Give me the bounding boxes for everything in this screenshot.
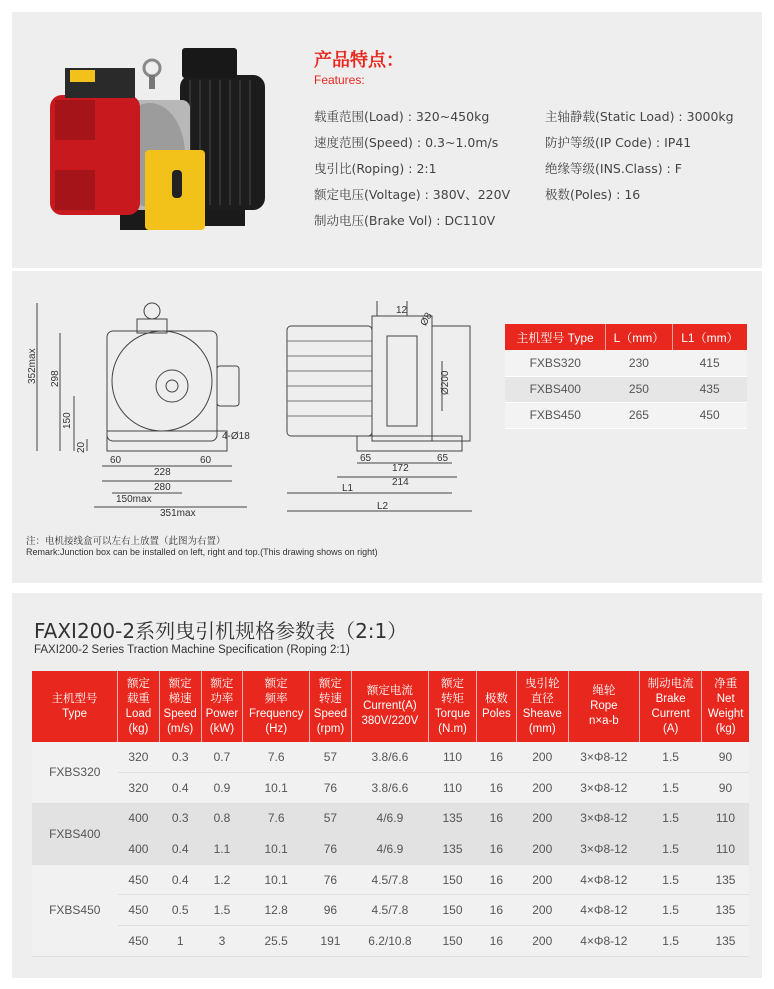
header-line: Poles <box>481 707 511 720</box>
cell: 7.6 <box>243 803 310 834</box>
cell: 135 <box>702 895 749 926</box>
header-line: 曳引轮 <box>525 677 560 690</box>
cell: 250 <box>606 376 673 402</box>
cell: 1.5 <box>639 773 702 804</box>
spec-header-9 <box>516 671 568 742</box>
cell: 3.8/6.6 <box>351 742 428 773</box>
cell: 0.8 <box>201 803 243 834</box>
cell: 200 <box>516 926 568 957</box>
cell: 200 <box>516 803 568 834</box>
spec-table-subtitle: FAXI200-2 Series Traction Machine Specification (Roping 2:1) <box>34 644 350 656</box>
cell: 4×Φ8-12 <box>568 864 639 895</box>
header-line: Torque <box>434 707 471 720</box>
header-line: Power <box>205 707 239 720</box>
cell: 16 <box>477 773 517 804</box>
header-line: 载重 <box>126 692 150 705</box>
header-line: 380V/220V <box>361 715 419 727</box>
cell: 450 <box>672 402 747 428</box>
cell: 76 <box>310 834 352 865</box>
cell: 135 <box>429 834 477 865</box>
header-line: 净重 <box>714 677 738 690</box>
cell: 1.1 <box>201 834 243 865</box>
features-subtitle: Features: <box>314 73 365 87</box>
cell: 4.5/7.8 <box>351 864 428 895</box>
cell: 200 <box>516 864 568 895</box>
header-line: 额定电流 <box>366 685 413 697</box>
header-line: 额定 <box>264 677 288 690</box>
cell: FXBS400 <box>505 376 606 402</box>
header-line: (kg) <box>128 722 149 735</box>
header-line: (kW) <box>209 722 235 735</box>
cell: 110 <box>702 803 749 834</box>
dim-214: 214 <box>392 477 409 488</box>
cell: 3×Φ8-12 <box>568 803 639 834</box>
technical-drawing <box>12 271 502 533</box>
dim-60-right: 60 <box>200 455 212 466</box>
spec-load: 载重范围(Load) : 320~450kg <box>314 109 490 124</box>
cell: 150 <box>429 926 477 957</box>
cell: 1.5 <box>639 864 702 895</box>
header-line: 转矩 <box>441 692 465 705</box>
cell: 10.1 <box>243 834 310 865</box>
dim-150max: 150max <box>116 494 152 505</box>
cell: 0.9 <box>201 773 243 804</box>
cell: 1.5 <box>639 895 702 926</box>
cell: 191 <box>310 926 352 957</box>
spec-header-2 <box>159 671 201 742</box>
table-row <box>505 376 747 402</box>
spec-poles: 极数(Poles) : 16 <box>545 187 641 202</box>
table-row <box>505 402 747 428</box>
cell: 200 <box>516 895 568 926</box>
spec-header-11 <box>639 671 702 742</box>
dim-holes: 4-Ø18 <box>222 431 250 442</box>
junction-note-en: Remark:Junction box can be installed on left, right and top.(This drawing shows on right) <box>26 547 378 557</box>
header-line: 直径 <box>530 692 554 705</box>
cell: 76 <box>310 864 352 895</box>
header-line: Type <box>62 707 87 720</box>
spec-header-5 <box>310 671 352 742</box>
cell: 0.4 <box>159 773 201 804</box>
cell: 57 <box>310 742 352 773</box>
header-line: Speed <box>313 707 348 720</box>
cell: 0.4 <box>159 864 201 895</box>
cell: 0.3 <box>159 803 201 834</box>
dim-60-left: 60 <box>110 455 122 466</box>
cell: 16 <box>477 742 517 773</box>
cell: 1.5 <box>201 895 243 926</box>
table-row <box>32 742 749 773</box>
cell: 7.6 <box>243 742 310 773</box>
header-line: (rpm) <box>316 722 345 735</box>
header-line: 梯速 <box>168 692 192 705</box>
cell: 76 <box>310 773 352 804</box>
cell: 1.5 <box>639 803 702 834</box>
table-row <box>32 803 749 834</box>
cell: 135 <box>702 864 749 895</box>
dim-l1: L1 <box>342 483 354 494</box>
cell: 16 <box>477 803 517 834</box>
cell: 3×Φ8-12 <box>568 773 639 804</box>
cell: 90 <box>702 742 749 773</box>
header-line: n×a-b <box>588 715 619 727</box>
table-row <box>32 864 749 895</box>
spec-ins-class: 绝缘等级(INS.Class) : F <box>545 161 682 176</box>
spec-header-12 <box>702 671 749 742</box>
cell: 400 <box>118 803 160 834</box>
spec-ip-code: 防护等级(IP Code) : IP41 <box>545 135 692 150</box>
cell: 6.2/10.8 <box>351 926 428 957</box>
header-line: Weight <box>707 707 744 720</box>
header-line: Speed <box>163 707 197 720</box>
cell: 16 <box>477 834 517 865</box>
dimension-table <box>505 324 747 429</box>
dim-352max: 352max <box>27 348 38 384</box>
spec-panel <box>12 593 762 978</box>
cell: 1 <box>159 926 201 957</box>
dim-header-type: 主机型号 Type <box>505 324 606 350</box>
spec-header-1 <box>118 671 160 742</box>
header-line: (A) <box>662 722 679 735</box>
header-line: 额定 <box>126 677 150 690</box>
header-line: 额定 <box>441 677 465 690</box>
cell: 110 <box>429 742 477 773</box>
dim-12: 12 <box>396 305 408 316</box>
header-line: 制动电流 <box>647 677 694 690</box>
cell: 10.1 <box>243 773 310 804</box>
cell: 200 <box>516 742 568 773</box>
cell: 1.5 <box>639 742 702 773</box>
cell: 0.5 <box>159 895 201 926</box>
cell: 150 <box>429 895 477 926</box>
dim-172: 172 <box>392 463 409 474</box>
spec-header-0 <box>32 671 118 742</box>
cell: 200 <box>516 773 568 804</box>
dim-351max: 351max <box>160 508 196 519</box>
header-line: Current <box>651 707 690 720</box>
spec-header-6 <box>351 671 428 742</box>
cell: 4.5/7.8 <box>351 895 428 926</box>
traction-machine-image <box>30 40 275 260</box>
junction-note-cn: 注：电机接线盒可以左右上放置（此图为右置） <box>26 536 226 547</box>
cell: 4×Φ8-12 <box>568 895 639 926</box>
cell: 320 <box>118 773 160 804</box>
model-cell: FXBS400 <box>32 803 118 864</box>
cell: 4/6.9 <box>351 834 428 865</box>
spec-header-3 <box>201 671 243 742</box>
cell: 0.7 <box>201 742 243 773</box>
header-line: (kg) <box>715 722 736 735</box>
cell: 16 <box>477 895 517 926</box>
header-line: Brake <box>655 692 686 705</box>
spec-roping: 曳引比(Roping) : 2:1 <box>314 161 437 176</box>
cell: 3×Φ8-12 <box>568 742 639 773</box>
header-line: (Hz) <box>265 722 288 735</box>
table-row <box>505 350 747 376</box>
cell: 4×Φ8-12 <box>568 926 639 957</box>
spec-table <box>32 671 749 957</box>
dim-l2: L2 <box>377 501 389 512</box>
header-line: Frequency <box>249 707 304 720</box>
header-line: 主机型号 <box>51 692 98 705</box>
table-row <box>32 926 749 957</box>
cell: 10.1 <box>243 864 310 895</box>
header-line: 功率 <box>210 692 234 705</box>
cell: 12.8 <box>243 895 310 926</box>
cell: 435 <box>672 376 747 402</box>
dim-o200: Ø200 <box>440 370 451 395</box>
cell: 450 <box>118 926 160 957</box>
dim-280: 280 <box>154 482 171 493</box>
cell: 0.4 <box>159 834 201 865</box>
cell: 200 <box>516 834 568 865</box>
features-title: 产品特点： <box>314 50 404 71</box>
cell: 25.5 <box>243 926 310 957</box>
cell: 450 <box>118 895 160 926</box>
spec-static-load: 主轴静载(Static Load) : 3000kg <box>545 109 734 124</box>
header-line: (N.m) <box>438 722 467 735</box>
model-cell: FXBS450 <box>32 864 118 956</box>
header-line: 极数 <box>484 692 508 705</box>
drawing-panel <box>12 271 762 583</box>
header-line: Net <box>716 692 735 705</box>
cell: 320 <box>118 742 160 773</box>
header-line: Rope <box>590 700 618 712</box>
cell: 265 <box>606 402 673 428</box>
header-line: Sheave <box>522 707 562 720</box>
dim-header-l: L（mm） <box>606 324 673 350</box>
dim-228: 228 <box>154 467 171 478</box>
spec-brake-voltage: 制动电压(Brake Vol) : DC110V <box>314 213 496 228</box>
dim-298: 298 <box>50 370 61 387</box>
spec-header-7 <box>429 671 477 742</box>
cell: 16 <box>477 926 517 957</box>
dim-header-l1: L1（mm） <box>672 324 747 350</box>
cell: 96 <box>310 895 352 926</box>
features-panel <box>12 12 762 268</box>
cell: 110 <box>429 773 477 804</box>
cell: 230 <box>606 350 673 376</box>
header-line: 绳轮 <box>592 685 616 697</box>
cell: 1.5 <box>639 834 702 865</box>
spec-header-8 <box>477 671 517 742</box>
cell: 90 <box>702 773 749 804</box>
cell: 135 <box>702 926 749 957</box>
table-row <box>32 834 749 865</box>
header-line: 额定 <box>318 677 342 690</box>
table-row <box>32 773 749 804</box>
cell: FXBS450 <box>505 402 606 428</box>
cell: 400 <box>118 834 160 865</box>
header-line: 频率 <box>264 692 288 705</box>
dim-o8: Ø8 <box>418 310 435 328</box>
model-cell: FXBS320 <box>32 742 118 803</box>
header-line: (m/s) <box>167 722 194 735</box>
cell: 135 <box>429 803 477 834</box>
header-line: 额定 <box>168 677 192 690</box>
cell: 3.8/6.6 <box>351 773 428 804</box>
cell: 450 <box>118 864 160 895</box>
dim-150: 150 <box>62 412 73 429</box>
cell: 1.2 <box>201 864 243 895</box>
spec-table-title: FAXI200-2系列曳引机规格参数表（2:1） <box>34 619 408 643</box>
cell: 150 <box>429 864 477 895</box>
header-line: Load <box>125 707 152 720</box>
header-line: 额定 <box>210 677 234 690</box>
cell: 110 <box>702 834 749 865</box>
table-row <box>32 895 749 926</box>
dim-65-left: 65 <box>360 453 372 464</box>
spec-header-4 <box>243 671 310 742</box>
header-line: (mm) <box>528 722 556 735</box>
cell: 57 <box>310 803 352 834</box>
cell: 4/6.9 <box>351 803 428 834</box>
cell: 3 <box>201 926 243 957</box>
dim-20: 20 <box>76 441 87 453</box>
cell: 3×Φ8-12 <box>568 834 639 865</box>
dim-65-right: 65 <box>437 453 449 464</box>
spec-voltage: 额定电压(Voltage) : 380V、220V <box>314 187 511 202</box>
cell: 415 <box>672 350 747 376</box>
header-line: 转速 <box>318 692 342 705</box>
header-line: Current(A) <box>363 700 417 712</box>
spec-header-10 <box>568 671 639 742</box>
cell: 16 <box>477 864 517 895</box>
cell: FXBS320 <box>505 350 606 376</box>
spec-speed: 速度范围(Speed) : 0.3~1.0m/s <box>314 135 499 150</box>
cell: 0.3 <box>159 742 201 773</box>
cell: 1.5 <box>639 926 702 957</box>
